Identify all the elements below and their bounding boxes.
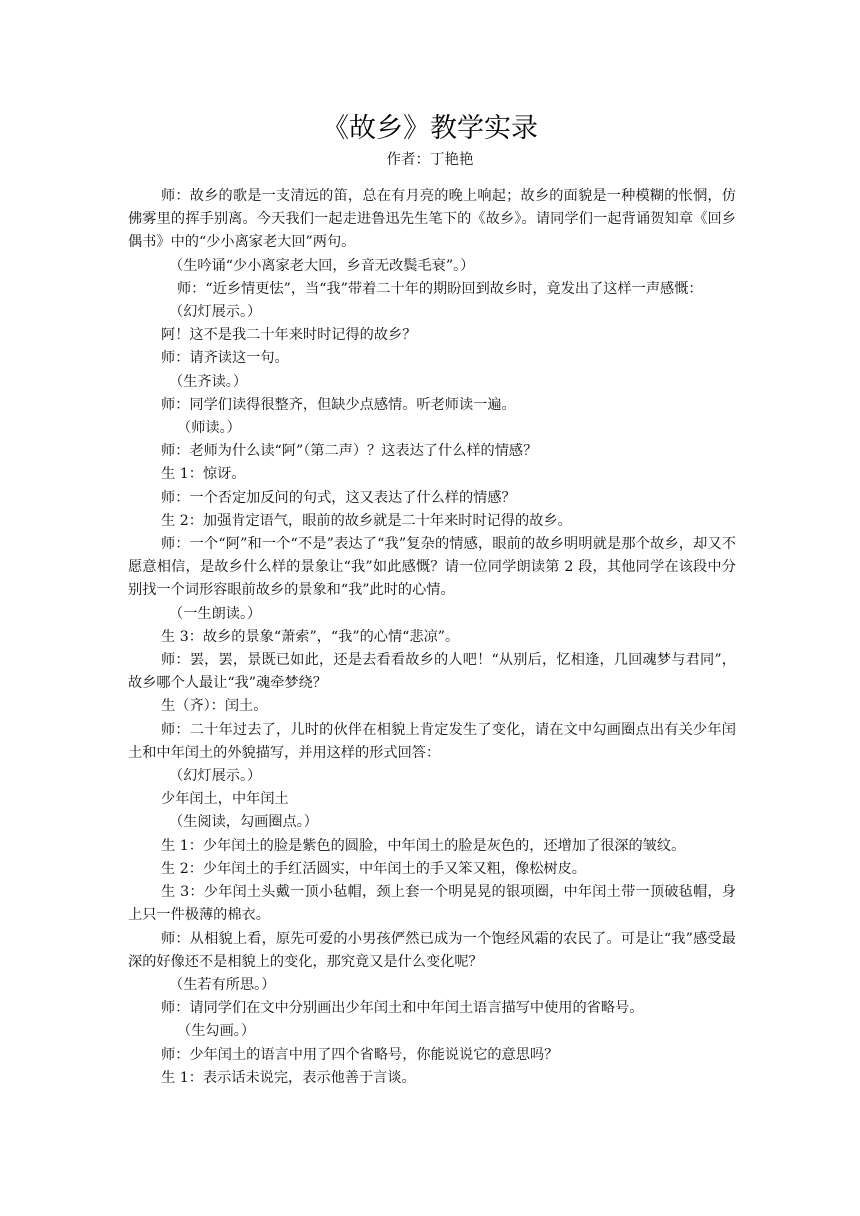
paragraph: （生吟诵“少小离家老大回，乡音无改鬓毛衰”。） (169, 257, 475, 274)
paragraph: 师：罢，罢，景既已如此，还是去看看故乡的人吧！“从别后，忆相逢，几回魂梦与君同”，故乡哪个人最让“我”魂牵梦绕？ (128, 652, 736, 692)
paragraph: 师：从相貌上看，原先可爱的小男孩俨然已成为一个饱经风霜的农民了。可是让“我”感受最深的好像还不是相貌上的变化，那究竟又是什么变化呢？ (128, 930, 736, 970)
paragraph: 师：老师为什么读“阿”（第二声）？这表达了什么样的情感？ (161, 443, 538, 460)
paragraph: （幻灯展示。） (169, 304, 262, 321)
document-author: 作者：丁艳艳 (386, 152, 474, 168)
paragraph: 师：故乡的歌是一支清远的笛，总在有月亮的晚上响起；故乡的面貌是一种模糊的怅惘，仿佛雾里的挥手别离。今天我们一起走进鲁迅先生笔下的《故乡》。请同学们一起背诵贺知章《回乡偶书》中的“少小离家老大回”两句。 (128, 188, 736, 251)
paragraph: （生齐读。） (169, 373, 248, 390)
paragraph: 生（齐）：闰土。 (161, 698, 268, 715)
paragraph: （幻灯展示。） (169, 768, 262, 785)
paragraph: （生若有所思。） (169, 976, 276, 993)
paragraph: 生 1：少年闰土的脸是紫色的圆脸，中年闰土的脸是灰色的，还增加了很深的皱纹。 (161, 837, 686, 854)
paragraph: 师：少年闰土的语言中用了四个省略号，你能说说它的意思吗？ (161, 1046, 559, 1063)
document-body (128, 185, 736, 1090)
paragraph: 生 3：故乡的景象“萧索”，“我”的心情“悲凉”。 (161, 628, 460, 645)
paragraph: （师读。） (177, 420, 241, 437)
paragraph: 师：二十年过去了，儿时的伙伴在相貌上肯定发生了变化，请在文中勾画圈点出有关少年闰土和中年闰土的外貌描写，并用这样的形式回答： (128, 721, 736, 761)
paragraph: 少年闰土，中年闰土 (161, 791, 289, 808)
paragraph: 师：一个否定加反问的句式，这又表达了什么样的情感？ (161, 489, 516, 506)
paragraph: 师：一个“阿”和一个“不是”表达了“我”复杂的情感，眼前的故乡明明就是那个故乡，却又不愿意相信，是故乡什么样的景象让“我”如此感慨？请一位同学朗读第 2 段，其他同学在该段中分别找一个词形容眼前故乡的景象和“我”此时的心情。 (128, 536, 736, 599)
paragraph: 师：同学们读得很整齐，但缺少点感情。听老师读一遍。 (161, 396, 516, 413)
paragraph: （一生朗读。） (169, 605, 262, 622)
paragraph: 生 1：惊讶。 (161, 466, 246, 483)
paragraph: 生 2：加强肯定语气，眼前的故乡就是二十年来时时记得的故乡。 (161, 512, 572, 529)
paragraph: 阿！这不是我二十年来时时记得的故乡？ (161, 327, 417, 344)
paragraph: （生阅读，勾画圈点。） (169, 814, 318, 831)
paragraph: （生勾画。） (177, 1023, 256, 1040)
paragraph: 生 3：少年闰土头戴一顶小毡帽，颈上套一个明晃晃的银项圈，中年闰土带一顶破毡帽，身上只一件极薄的棉衣。 (128, 884, 736, 924)
paragraph: 师：“近乡情更怯”，当“我”带着二十年的期盼回到故乡时，竟发出了这样一声感慨： (177, 280, 703, 297)
paragraph: 师：请齐读这一句。 (161, 350, 289, 367)
document-title: 《故乡》教学实录 (322, 113, 538, 144)
paragraph: 生 2：少年闰土的手红活圆实，中年闰土的手又笨又粗，像松树皮。 (161, 860, 586, 877)
paragraph: 生 1：表示话未说完，表示他善于言谈。 (161, 1069, 416, 1086)
paragraph: 师：请同学们在文中分别画出少年闰土和中年闰土语言描写中使用的省略号。 (161, 1000, 644, 1017)
